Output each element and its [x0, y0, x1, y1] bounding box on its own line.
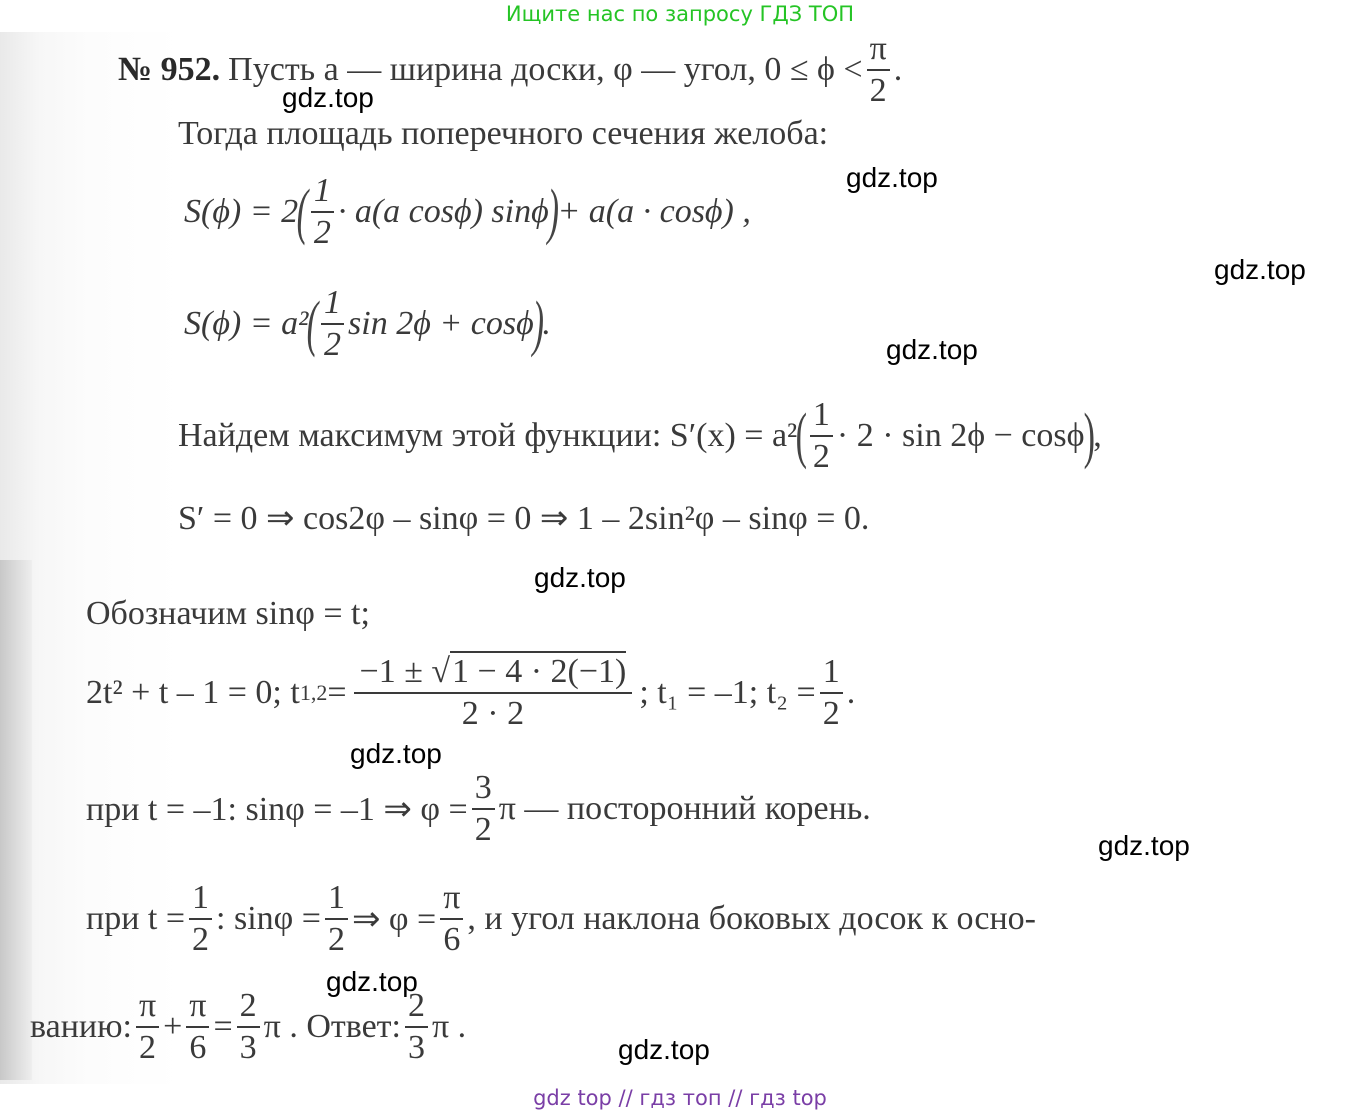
derivative-line: S′ = 0 ⇒ cos2φ – sinφ = 0 ⇒ 1 – 2sin²φ – sinφ = 0.: [178, 500, 870, 537]
scan-edge-shadow: [0, 560, 32, 1080]
footer-links[interactable]: gdz top // гдз топ // гдз top: [533, 1086, 827, 1110]
watermark: gdz.top: [618, 1034, 710, 1065]
frac-pi-2: $\frac{\pi}{2}$: [867, 32, 890, 108]
root1-line: при t = –1: sinφ = –1 ⇒ φ = $\frac{3}{2}$ π — посторонний корень.: [86, 769, 871, 848]
formula-s1: S(ϕ) = 2 ( $\frac{1}{2}$ · a(a cosϕ) sinϕ ) + a(a · cosϕ) ,: [184, 172, 751, 251]
problem-number: № 952.: [118, 51, 221, 88]
maximum-line: Найдем максимум этой функции: S′(x) = a² ( $\frac{1}{2}$ · 2 · sin 2ϕ − cosϕ ) ,: [178, 396, 1102, 475]
final-line: ванию: $\frac{\pi}{2}$ + $\frac{\pi}{6}$ = $\frac{2}{3}$ π . Ответ: $\frac{2}{3}$ π .: [30, 987, 467, 1066]
denote-line: Обозначим sinφ = t;: [86, 595, 370, 632]
watermark: gdz.top: [886, 334, 978, 365]
watermark: gdz.top: [1214, 254, 1306, 285]
root2-line: при t = $\frac{1}{2}$ : sinφ = $\frac{1}{2}$ ⇒ φ = $\frac{\pi}{6}$ , и угол наклона боковых досок к осно-: [86, 879, 1036, 958]
watermark: gdz.top: [282, 82, 374, 113]
watermark: gdz.top: [846, 162, 938, 193]
problem-line-2: Тогда площадь поперечного сечения желоба:: [178, 115, 829, 152]
problem-intro: Пусть a — ширина доски, φ — угол, 0 ≤ ϕ <: [228, 51, 863, 88]
formula-s2: S(ϕ) = a² ( $\frac{1}{2}$ sin 2ϕ + cosϕ ) .: [184, 284, 551, 363]
quadratic-line: 2t² + t – 1 = 0; t 1,2 = $\frac{-1 \pm √1 - 4 \cdot 2(-1)}{2 \cdot 2}$ ; t₁ = –1; t₂ = $\frac{1}{2}$ .: [86, 653, 856, 732]
problem-line-1: № 952. Пусть a — ширина доски, φ — угол, 0 ≤ ϕ < $\frac{\pi}{2}$ .: [118, 30, 903, 109]
watermark: gdz.top: [326, 966, 418, 997]
quadratic-formula: $\frac{-1 \pm √1 - 4 \cdot 2(-1)}{2 \cdot 2}$: [357, 655, 630, 731]
watermark: gdz.top: [534, 562, 626, 593]
watermark: gdz.top: [1098, 830, 1190, 861]
header-banner[interactable]: Ищите нас по запросу ГДЗ ТОП: [505, 2, 855, 26]
watermark: gdz.top: [350, 738, 442, 769]
